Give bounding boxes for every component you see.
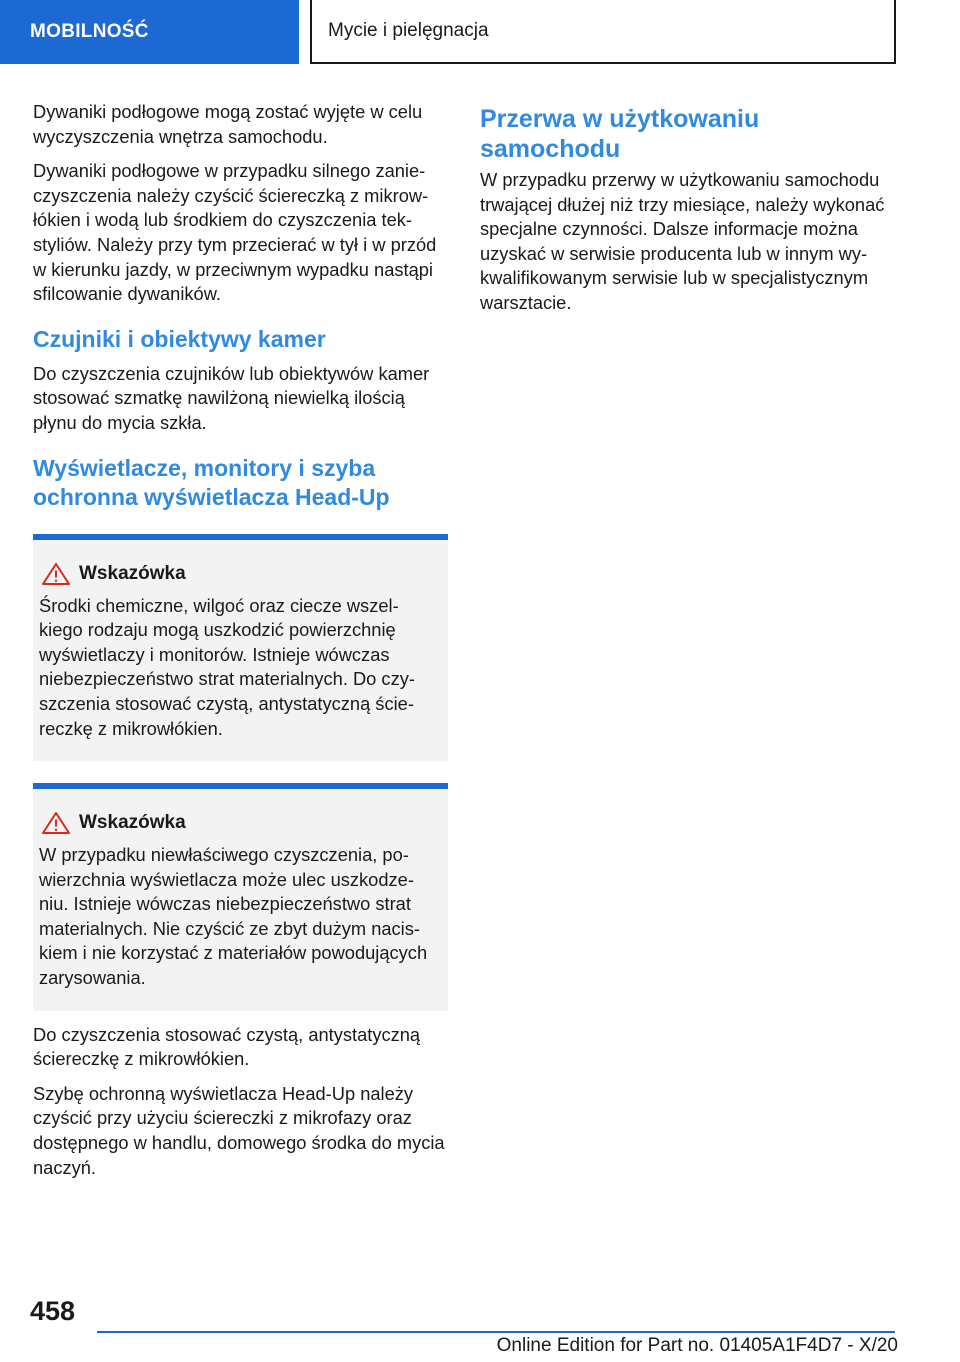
paragraph-headup-cleaning: Szybę ochronną wyświetlacza Head-Up należy czyścić przy użyciu ściereczki z mikrofazy oraz dostępnego w handlu, domowego środka do mycia naczyń. [33, 1082, 445, 1178]
notice-header [39, 562, 436, 586]
paragraph-sensors: Do czyszczenia czujników lub obiektywów kamer stosować szmatkę nawilżoną niewielką ilością płynu do mycia szkła. [33, 362, 430, 433]
warning-triangle-icon [41, 562, 71, 586]
notice-box-2 [33, 783, 448, 1011]
notice-text: Środki chemiczne, wilgoć oraz ciecze wszelkiego rodzaju mogą uszkodzić powierzchnię wyświetlaczy i monitorów. Istnieje wówczas niebezpieczeństwo strat materialnych. Do czyszczenia stosować czystą, antystatyczną ściereczkę z mikrowłókien. [39, 594, 415, 739]
paragraph-antistatic-cloth: Do czyszczenia stosować czystą, antystatyczną ściereczkę z mikrowłókien. [33, 1023, 421, 1070]
paragraph-storage: W przypadku przerwy w użytkowaniu samochodu trwającej dłużej niż trzy miesiące, należy wykonać specjalne czynności. Dalsze informacje można uzyskać w serwisie producenta lub w innym wykwalifikowanym serwisie lub w specjalistycznym warsztacie. [480, 169, 885, 313]
notice-box-1 [33, 534, 448, 762]
heading-displays: Wyświetlacze, monitory i szyba ochronna wyświetlacza Head-Up [33, 454, 390, 510]
chapter-title: Mycie i pielęgnacja [310, 0, 896, 64]
right-column [480, 100, 900, 326]
footer-edition: Online Edition for Part no. 01405A1F4D7 - X/20 [496, 1335, 898, 1356]
notice-text: W przypadku niewłaściwego czyszczenia, powierzchnia wyświetlacza może ulec uszkodzeniu. Istnieje wówczas niebezpieczeństwo strat materialnych. Nie czyścić ze zbyt dużym naciskiem i nie korzystać z materiałów powodujących zarysowania. [39, 844, 428, 989]
warning-triangle-icon [41, 811, 71, 835]
page-number: 458 [30, 1296, 76, 1326]
paragraph-mats-cleaning: Dywaniki podłogowe w przypadku silnego zanieczyszczenia należy czyścić ściereczką z mikrowłókien i wodą lub środkiem do czyszczenia tekstyliów. Należy przy tym przecierać w tył i w przód w kierunku jazdy, w przeciwnym wypadku nastąpi sfilcowanie dywaników. [33, 160, 437, 305]
section-tab: MOBILNOŚĆ [0, 0, 299, 64]
heading-sensors: Czujniki i obiektywy kamer [33, 325, 326, 352]
footer-divider [97, 1331, 895, 1333]
notice-header [39, 811, 436, 835]
left-column [33, 100, 448, 1190]
notice-title: Wskazówka [79, 812, 186, 834]
notice-title: Wskazówka [79, 562, 186, 584]
heading-storage: Przerwa w użytkowaniu samochodu [480, 105, 760, 163]
paragraph-mats-removal: Dywaniki podłogowe mogą zostać wyjęte w celu wyczyszczenia wnętrza samochodu. [33, 101, 423, 147]
